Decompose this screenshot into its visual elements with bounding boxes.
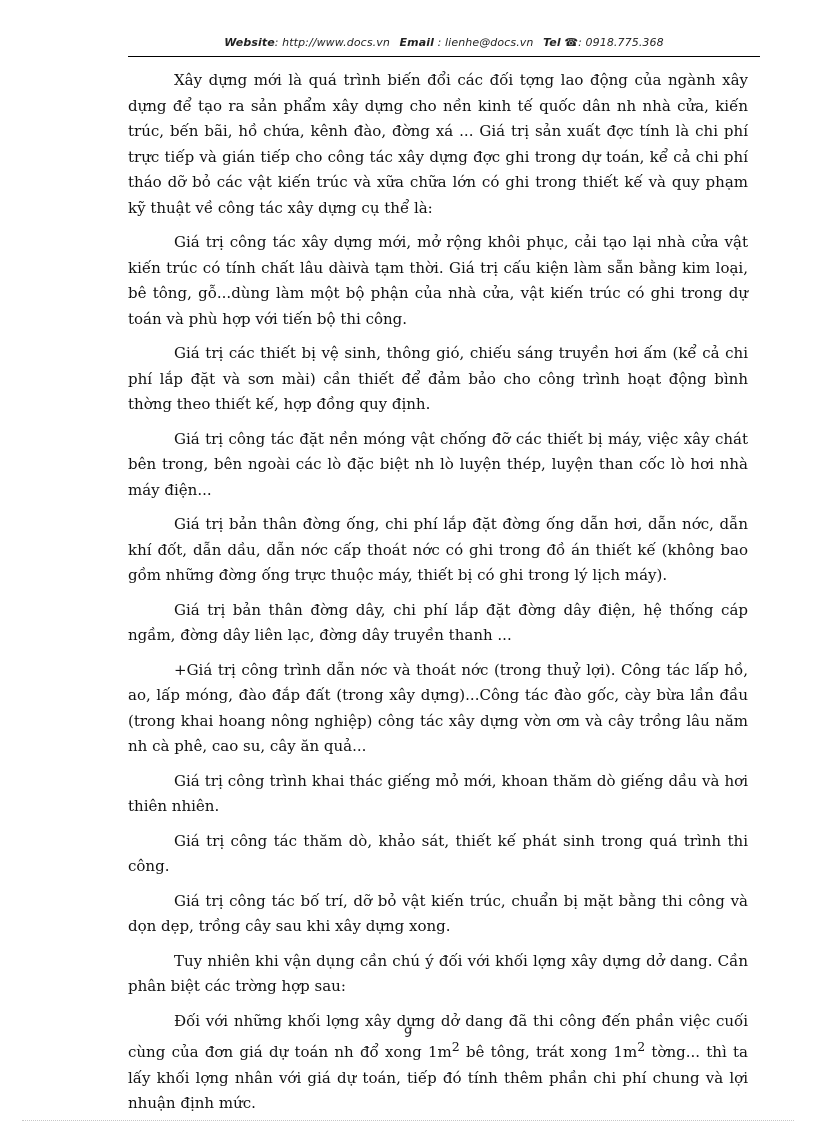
superscript: 2 <box>451 1039 460 1054</box>
tel-label: Tel <box>543 36 561 49</box>
text-run: tờng... thì ta lấy khối lợng nhân với giá dự toán, tiếp đó tính thêm phần chi phí chung và lợi nhuận định mức. <box>128 1043 748 1112</box>
text-run: bê tông, trát xong 1m <box>459 1043 638 1061</box>
email-value: : lienhe@docs.vn <box>437 36 534 49</box>
paragraph: Giá trị công trình khai thác giếng mỏ mới, khoan thăm dò giếng dầu và hơi thiên nhiên. <box>128 771 748 815</box>
page-bottom-border <box>22 1120 794 1121</box>
paragraph: Giá trị công tác thăm dò, khảo sát, thiết kế phát sinh trong quá trình thi công. <box>128 831 748 875</box>
paragraph: Giá trị bản thân đờng dây, chi phí lắp đặt đờng dây điện, hệ thống cáp ngầm, đờng dây liên lạc, đờng dây truyền thanh ... <box>128 600 748 644</box>
paragraph: Tuy nhiên khi vận dụng cần chú ý đối với khối lợng xây dựng dở dang. Cần phân biệt các trờng hợp sau: <box>128 951 748 995</box>
website-value: : http://www.docs.vn <box>274 36 390 49</box>
body-text <box>128 68 748 1126</box>
paragraph: Xây dựng mới là quá trình biến đổi các đối tợng lao động của ngành xây dựng để tạo ra sản phẩm xây dựng cho nền kinh tế quốc dân nh nhà cửa, kiến trúc, bến bãi, hồ chứa, kênh đào, đờng xá ... Giá trị sản xuất đợc tính là chi phí trực tiếp và gián tiếp cho công tác xây dựng đợc ghi trong dự toán, kể cả chi phí tháo dỡ bỏ các vật kiến trúc và xữa chữa lớn có ghi trong thiết kế và quy phạm kỹ thuật về công tác xây dựng cụ thể là: <box>128 71 748 217</box>
tel-value: : 0918.775.368 <box>578 36 664 49</box>
page-header <box>128 36 760 49</box>
email-label: Email <box>399 36 434 49</box>
superscript: 2 <box>637 1039 646 1054</box>
paragraph: Giá trị công tác đặt nền móng vật chống đỡ các thiết bị máy, việc xây chát bên trong, bên ngoài các lò đặc biệt nh lò luyện thép, luyện than cốc lò hơi nhà máy điện... <box>128 429 748 499</box>
text-run: Đối với những khối lợng xây dựng dở dang đã thi công đến phần việc cuối cùng của đơn giá dự toán nh đổ xong 1m <box>128 1011 748 1061</box>
paragraph: Giá trị công tác xây dựng mới, mở rộng khôi phục, cải tạo lại nhà cửa vật kiến trúc có tính chất lâu dàivà tạm thời. Giá trị cấu kiện làm sẵn bằng kim loại, bê tông, gỗ...dùng làm một bộ phận của nhà cửa, vật kiến trúc có ghi trong dự toán và phù hợp với tiến bộ thi công. <box>128 233 748 328</box>
paragraph-last <box>128 1009 748 1117</box>
paragraph: Giá trị các thiết bị vệ sinh, thông gió, chiếu sáng truyền hơi ấm (kể cả chi phí lắp đặt và sơn mài) cần thiết để đảm bảo cho công trình hoạt động bình thờng theo thiết kế, hợp đồng quy định. <box>128 344 748 413</box>
paragraph: Giá trị công tác bố trí, dỡ bỏ vật kiến trúc, chuẩn bị mặt bằng thi công và dọn dẹp, trồng cây sau khi xây dựng xong. <box>128 891 748 935</box>
website-label: Website <box>224 36 275 49</box>
phone-icon: ☎ <box>564 36 579 49</box>
paragraph: Giá trị bản thân đờng ống, chi phí lắp đặt đờng ống dẫn hơi, dẫn nớc, dẫn khí đốt, dẫn dầu, dẫn nớc cấp thoát nớc có ghi trong đồ án thiết kế (không bao gồm những đờng ống trực thuộc máy, thiết bị có ghi trong lý lịch máy). <box>128 515 748 584</box>
page-number: 9 <box>403 1026 413 1041</box>
header-divider <box>128 56 760 57</box>
paragraph: +Giá trị công trình dẫn nớc và thoát nớc (trong thuỷ lợi). Công tác lấp hồ, ao, lấp móng, đào đắp đất (trong xây dựng)...Công tác đào gốc, cày bừa lần đầu (trong khai hoang nông nghiệp) công tác xây dựng vờn ơm và cây trồng lâu năm nh cà phê, cao su, cây ăn quả... <box>128 660 748 755</box>
